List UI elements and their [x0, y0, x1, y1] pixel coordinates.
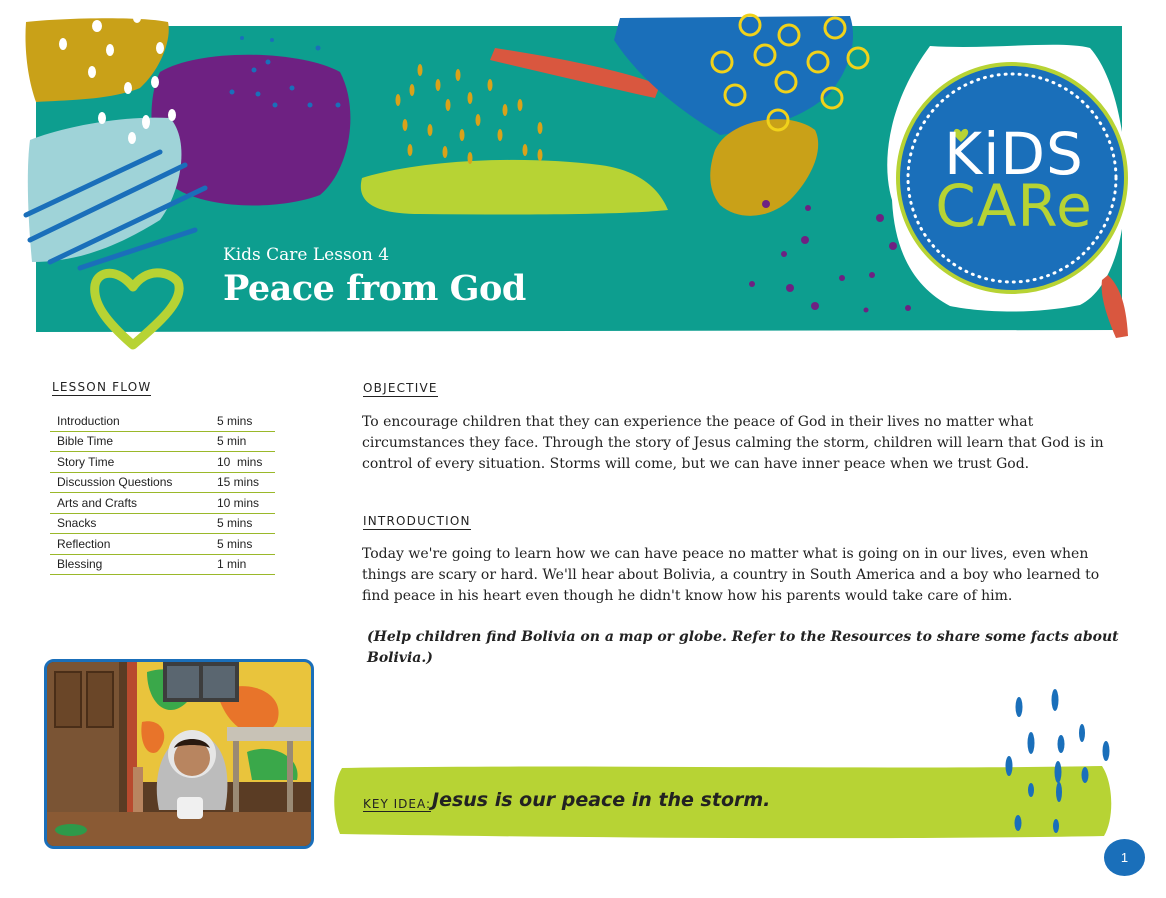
activity-duration: 10 mins: [210, 452, 275, 473]
activity-duration: 1 min: [210, 554, 275, 575]
activity-duration: 5 min: [210, 431, 275, 452]
table-row: [50, 554, 275, 575]
activity-duration: 5 mins: [210, 513, 275, 534]
activity-name: Arts and Crafts: [50, 493, 210, 514]
table-row: [50, 452, 275, 473]
lesson-flow-heading: LESSON FLOW: [52, 380, 152, 394]
key-idea-text: Jesus is our peace in the storm.: [432, 789, 771, 811]
activity-name: Story Time: [50, 452, 210, 473]
objective-text: To encourage children that they can experience the peace of God in their lives no matter what circumstances they face. Through the story of Jesus calming the storm, children will learn that God is in control of every situation. Storms will come, but we can have inner peace when we trust God.: [362, 414, 1104, 472]
introduction-heading: INTRODUCTION: [363, 514, 471, 528]
raindrops-decoration: [995, 680, 1120, 840]
lesson-flow-table: [50, 411, 275, 575]
activity-name: Discussion Questions: [50, 472, 210, 493]
table-row: [50, 472, 275, 493]
activity-name: Blessing: [50, 554, 210, 575]
logo-care-text: CARe: [935, 172, 1093, 240]
introduction-note: (Help children find Bolivia on a map or globe. Refer to the Resources to share some facts about Bolivia.): [367, 629, 1119, 666]
introduction-text: Today we're going to learn how we can have peace no matter what is going on in our lives, even when things are scary or hard. We'll hear about Bolivia, a country in South America and a boy who learned to find peace in his heart even though he didn't know how his parents would take care of him.: [362, 546, 1100, 604]
objective-heading: OBJECTIVE: [363, 381, 438, 395]
photo-illustration: [47, 662, 311, 846]
table-row: [50, 493, 275, 514]
logo-kids-text: KiDS: [944, 120, 1084, 188]
purple-blob: [151, 55, 350, 206]
activity-duration: 15 mins: [210, 472, 275, 493]
activity-duration: 10 mins: [210, 493, 275, 514]
child-photo: [44, 659, 314, 849]
activity-name: Snacks: [50, 513, 210, 534]
activity-duration: 5 mins: [210, 411, 275, 431]
lesson-subtitle: Kids Care Lesson 4: [223, 245, 390, 265]
activity-name: Introduction: [50, 411, 210, 431]
table-row: [50, 411, 275, 431]
table-row: [50, 513, 275, 534]
activity-duration: 5 mins: [210, 534, 275, 555]
page-number: 1: [1104, 839, 1145, 876]
key-idea-label: KEY IDEA:: [363, 797, 431, 811]
activity-name: Bible Time: [50, 431, 210, 452]
activity-name: Reflection: [50, 534, 210, 555]
page-title: Peace from God: [223, 268, 526, 309]
table-row: [50, 534, 275, 555]
table-row: [50, 431, 275, 452]
